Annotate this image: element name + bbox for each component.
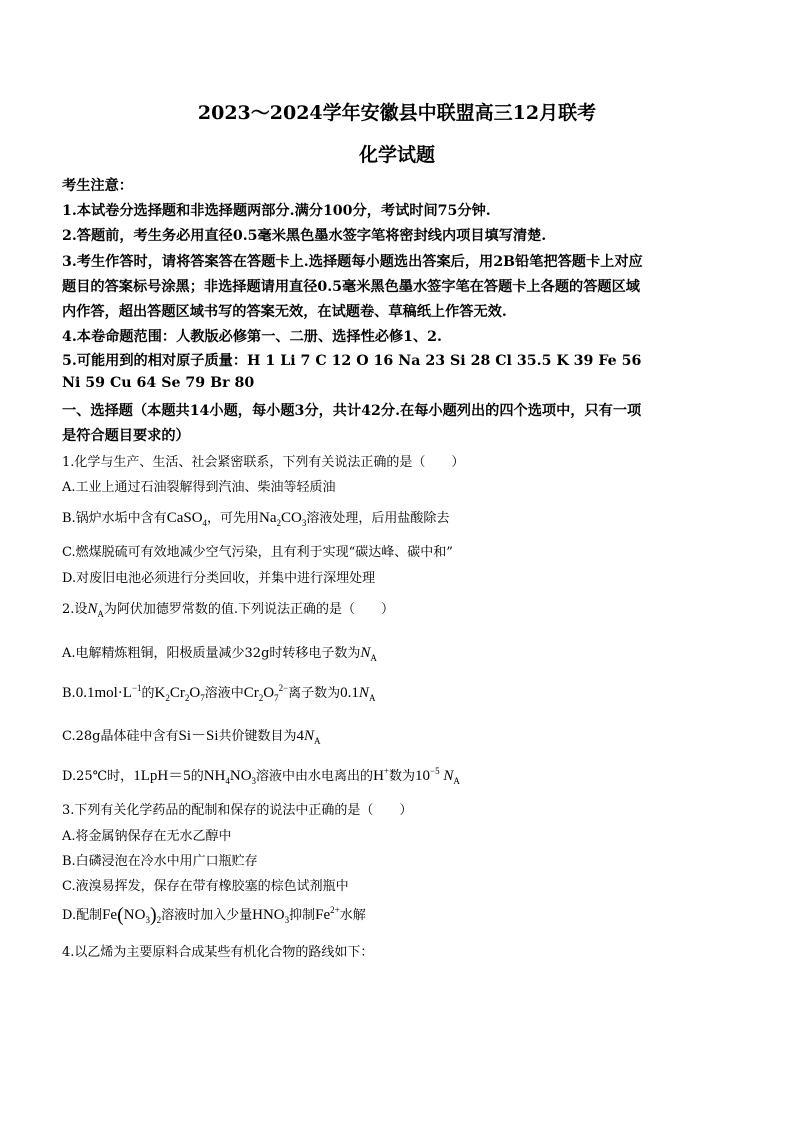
q2-option-a: A.电解精炼粗铜，阳极质量减少32g时转移电子数为$N_A$ [62,645,377,663]
q1-option-d: D.对废旧电池必须进行分类回收，并集中进行深埋处理 [62,571,376,586]
notice-item: 5.可能用到的相对原子质量：H 1 Li 7 C 12 O 16 Na 23 Si 28 Cl 35.5 K 39 Fe 56 [62,353,642,369]
q3-option-a: A.将金属钠保存在无水乙醇中 [62,829,232,844]
exam-title: 2023～2024学年安徽县中联盟高三12月联考 [197,102,597,124]
q1-option-c: C.燃煤脱硫可有效地减少空气污染，且有利于实现“碳达峰、碳中和” [62,545,453,560]
q4-stem: 4.以乙烯为主要原料合成某些有机化合物的路线如下： [62,945,374,960]
notice-item: 1.本试卷分选择题和非选择题两部分.满分100分，考试时间75分钟. [62,203,491,219]
notice-item: 3.考生作答时，请将答案答在答题卡上.选择题每小题选出答案后，用2B铅笔把答题卡上对应 [62,254,643,270]
q2-stem: 2.设$N_A$为阿伏加德罗常数的值.下列说法正确的是（ ） [62,601,395,619]
q3-option-c: C.液溴易挥发，保存在带有橡胶塞的棕色试剂瓶中 [62,879,349,894]
section-heading-cont: 是符合题目要求的） [62,428,190,444]
q3-stem: 3.下列有关化学药品的配制和保存的说法中正确的是（ ） [62,803,413,818]
notice-item: 2.答题前，考生务必用直径0.5毫米黑色墨水签字笔将密封线内项目填写清楚. [62,228,547,244]
q1-option-a: A.工业上通过石油裂解得到汽油、柴油等轻质油 [62,480,336,495]
subject-title: 化学试题 [358,144,435,166]
notice-heading: 考生注意： [62,178,133,194]
section-heading: 一、选择题（本题共14小题，每小题3分，共计42分.在每小题列出的四个选项中，只有一项 [62,403,642,419]
q1-stem: 1.化学与生产、生活、社会紧密联系，下列有关说法正确的是（ ） [62,455,465,470]
q2-option-b: $B.0.1mol\cdot L^{-1}$的$K_2Cr_2O_7$溶液中$Cr_2O_7^{2-}$离子数为$0.1N_A$ [62,683,376,703]
q3-option-b: B.白磷浸泡在冷水中用广口瓶贮存 [62,854,258,869]
q3-option-d: D.配制$Fe(NO_3)_2$溶液时加入少量$HNO_3$抑制$Fe^{2+}$水解 [62,904,366,926]
q1-option-b: B.锅炉水垢中含有CaSO$_4$，可先用$Na_2CO_3$溶液处理，后用盐酸除去 [62,510,450,528]
q2-option-c: C.28g晶体硅中含有Si－Si共价键数目为$4N_A$ [62,728,321,746]
notice-item: 4.本卷命题范围：人教版必修第一、二册、选择性必修1、2. [62,329,442,345]
q2-option-d: D.25℃时，1LpH＝5的$NH_4NO_3$溶液中由水电离出的H+数为$10^{-5}$ $N_A$ [62,766,460,786]
notice-item: Ni 59 Cu 64 Se 79 Br 80 [62,375,255,391]
notice-item: 题目的答案标号涂黑；非选择题请用直径0.5毫米黑色墨水签字笔在答题卡上各题的答题区域 [62,279,640,295]
notice-item: 内作答，超出答题区域书写的答案无效，在试题卷、草稿纸上作答无效. [62,304,507,320]
